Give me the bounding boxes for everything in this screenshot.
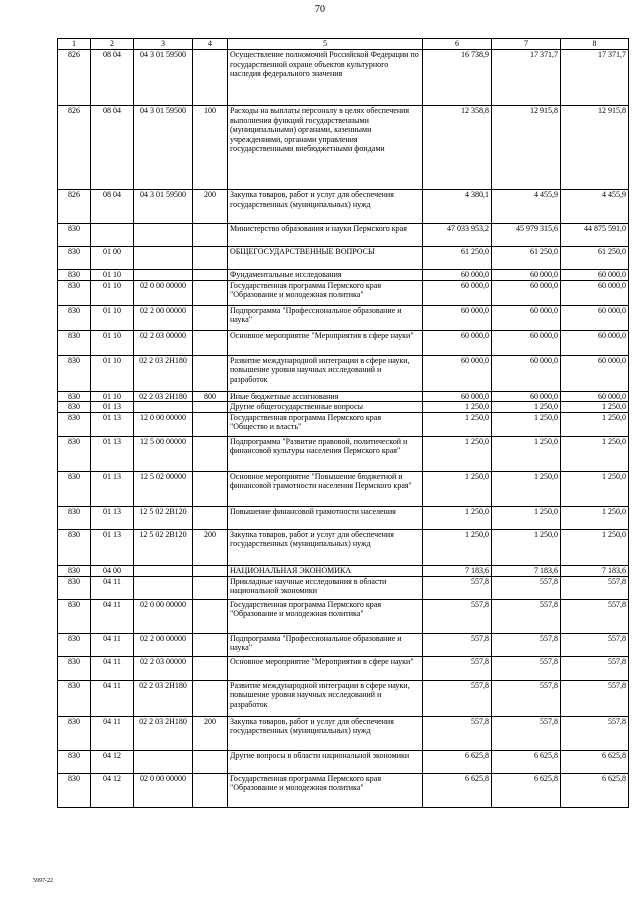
column-header: 1 — [58, 39, 91, 50]
amount-year-3-cell: 17 371,7 — [561, 50, 629, 106]
table-row — [58, 355, 629, 391]
amount-year-3-cell: 1 250,0 — [561, 436, 629, 471]
section-code-cell: 04 11 — [91, 576, 134, 599]
amount-year-2-cell: 557,8 — [492, 716, 561, 750]
target-article-cell: 02 0 00 00000 — [134, 773, 193, 807]
section-code-cell: 01 00 — [91, 247, 134, 270]
amount-year-1-cell: 557,8 — [423, 599, 492, 633]
column-header: 3 — [134, 39, 193, 50]
expense-type-cell: 800 — [193, 391, 228, 402]
table-row — [58, 106, 629, 190]
amount-year-2-cell: 557,8 — [492, 576, 561, 599]
amount-year-2-cell: 557,8 — [492, 680, 561, 716]
expense-type-cell — [193, 305, 228, 330]
description-cell: Основное мероприятие "Мероприятия в сфере науки" — [228, 656, 423, 680]
amount-year-3-cell: 557,8 — [561, 656, 629, 680]
target-article-cell — [134, 576, 193, 599]
description-cell: Министерство образования и науки Пермского края — [228, 224, 423, 247]
amount-year-1-cell: 1 250,0 — [423, 412, 492, 436]
amount-year-1-cell: 557,8 — [423, 633, 492, 656]
admin-code-cell: 830 — [58, 224, 91, 247]
section-code-cell: 01 13 — [91, 506, 134, 529]
table-row — [58, 330, 629, 355]
expense-type-cell — [193, 355, 228, 391]
amount-year-1-cell: 557,8 — [423, 656, 492, 680]
amount-year-2-cell: 4 455,9 — [492, 190, 561, 224]
section-code-cell: 01 13 — [91, 412, 134, 436]
admin-code-cell: 826 — [58, 190, 91, 224]
amount-year-1-cell: 12 358,8 — [423, 106, 492, 190]
amount-year-1-cell: 1 250,0 — [423, 529, 492, 565]
amount-year-2-cell: 17 371,7 — [492, 50, 561, 106]
table-body — [58, 50, 629, 808]
amount-year-1-cell: 60 000,0 — [423, 391, 492, 402]
column-header: 4 — [193, 39, 228, 50]
amount-year-1-cell: 60 000,0 — [423, 330, 492, 355]
target-article-cell: 12 5 02 2В120 — [134, 529, 193, 565]
amount-year-2-cell: 60 000,0 — [492, 330, 561, 355]
admin-code-cell: 830 — [58, 471, 91, 506]
section-code-cell: 04 11 — [91, 680, 134, 716]
target-article-cell: 02 0 00 00000 — [134, 280, 193, 305]
target-article-cell: 12 0 00 00000 — [134, 412, 193, 436]
expense-type-cell — [193, 270, 228, 281]
amount-year-1-cell: 60 000,0 — [423, 355, 492, 391]
amount-year-2-cell: 1 250,0 — [492, 471, 561, 506]
admin-code-cell: 830 — [58, 330, 91, 355]
description-cell: Подпрограмма "Профессиональное образование и наука" — [228, 633, 423, 656]
table-row — [58, 190, 629, 224]
amount-year-3-cell: 557,8 — [561, 633, 629, 656]
section-code-cell: 01 10 — [91, 305, 134, 330]
amount-year-3-cell: 4 455,9 — [561, 190, 629, 224]
column-header: 2 — [91, 39, 134, 50]
target-article-cell: 02 2 03 00000 — [134, 330, 193, 355]
target-article-cell: 02 2 00 00000 — [134, 633, 193, 656]
expense-type-cell — [193, 247, 228, 270]
table-row — [58, 412, 629, 436]
admin-code-cell: 826 — [58, 106, 91, 190]
expense-type-cell — [193, 280, 228, 305]
expense-type-cell — [193, 471, 228, 506]
amount-year-1-cell: 16 738,9 — [423, 50, 492, 106]
section-code-cell: 01 13 — [91, 436, 134, 471]
admin-code-cell: 830 — [58, 576, 91, 599]
amount-year-1-cell: 6 625,8 — [423, 773, 492, 807]
amount-year-1-cell: 1 250,0 — [423, 506, 492, 529]
amount-year-3-cell: 44 875 591,0 — [561, 224, 629, 247]
amount-year-2-cell: 1 250,0 — [492, 412, 561, 436]
description-cell: Повышение финансовой грамотности населения — [228, 506, 423, 529]
amount-year-1-cell: 4 380,1 — [423, 190, 492, 224]
amount-year-2-cell: 1 250,0 — [492, 506, 561, 529]
amount-year-1-cell: 557,8 — [423, 680, 492, 716]
description-cell: НАЦИОНАЛЬНАЯ ЭКОНОМИКА — [228, 565, 423, 576]
table-row — [58, 716, 629, 750]
target-article-cell: 02 2 03 2Н180 — [134, 391, 193, 402]
amount-year-3-cell: 1 250,0 — [561, 412, 629, 436]
admin-code-cell: 830 — [58, 355, 91, 391]
description-cell: Осуществление полномочий Российской Федерации по государственной охране объектов культурного наследия федерального значения — [228, 50, 423, 106]
amount-year-1-cell: 61 250,0 — [423, 247, 492, 270]
admin-code-cell: 830 — [58, 716, 91, 750]
table-row — [58, 576, 629, 599]
table-row — [58, 565, 629, 576]
target-article-cell — [134, 750, 193, 773]
amount-year-3-cell: 1 250,0 — [561, 471, 629, 506]
amount-year-1-cell: 1 250,0 — [423, 402, 492, 413]
amount-year-2-cell: 60 000,0 — [492, 305, 561, 330]
table-row — [58, 680, 629, 716]
description-cell: Основное мероприятие "Мероприятия в сфере науки" — [228, 330, 423, 355]
section-code-cell — [91, 224, 134, 247]
page-number: 70 — [315, 4, 325, 15]
target-article-cell: 02 2 03 2Н180 — [134, 355, 193, 391]
expense-type-cell — [193, 680, 228, 716]
target-article-cell: 04 3 01 59500 — [134, 50, 193, 106]
section-code-cell: 08 04 — [91, 106, 134, 190]
amount-year-3-cell: 12 915,8 — [561, 106, 629, 190]
amount-year-3-cell: 61 250,0 — [561, 247, 629, 270]
amount-year-1-cell: 60 000,0 — [423, 270, 492, 281]
amount-year-2-cell: 557,8 — [492, 656, 561, 680]
target-article-cell — [134, 402, 193, 413]
column-number-row — [58, 39, 629, 50]
expense-type-cell — [193, 656, 228, 680]
table-row — [58, 750, 629, 773]
table-row — [58, 773, 629, 807]
table-row — [58, 656, 629, 680]
amount-year-3-cell: 60 000,0 — [561, 355, 629, 391]
admin-code-cell: 830 — [58, 305, 91, 330]
amount-year-2-cell: 6 625,8 — [492, 773, 561, 807]
amount-year-3-cell: 60 000,0 — [561, 391, 629, 402]
amount-year-3-cell: 1 250,0 — [561, 506, 629, 529]
column-header: 5 — [228, 39, 423, 50]
table-row — [58, 633, 629, 656]
amount-year-3-cell: 1 250,0 — [561, 529, 629, 565]
column-header: 6 — [423, 39, 492, 50]
amount-year-3-cell: 557,8 — [561, 680, 629, 716]
amount-year-1-cell: 47 033 953,2 — [423, 224, 492, 247]
admin-code-cell: 830 — [58, 565, 91, 576]
expense-type-cell — [193, 633, 228, 656]
target-article-cell — [134, 270, 193, 281]
description-cell: Развитие международной интеграции в сфере науки, повышение уровня научных исследований и разработок — [228, 355, 423, 391]
amount-year-2-cell: 60 000,0 — [492, 355, 561, 391]
section-code-cell: 04 11 — [91, 633, 134, 656]
section-code-cell: 01 10 — [91, 355, 134, 391]
column-header: 8 — [561, 39, 629, 50]
description-cell: Государственная программа Пермского края "Образование и молодежная политика" — [228, 280, 423, 305]
description-cell: ОБЩЕГОСУДАРСТВЕННЫЕ ВОПРОСЫ — [228, 247, 423, 270]
section-code-cell: 01 10 — [91, 270, 134, 281]
description-cell: Подпрограмма "Профессиональное образование и наука" — [228, 305, 423, 330]
section-code-cell: 08 04 — [91, 190, 134, 224]
table-row — [58, 599, 629, 633]
target-article-cell: 04 3 01 59500 — [134, 190, 193, 224]
target-article-cell: 02 2 00 00000 — [134, 305, 193, 330]
amount-year-1-cell: 557,8 — [423, 576, 492, 599]
expense-type-cell — [193, 506, 228, 529]
section-code-cell: 01 10 — [91, 280, 134, 305]
section-code-cell: 01 10 — [91, 391, 134, 402]
table-row — [58, 280, 629, 305]
description-cell: Фундаментальные исследования — [228, 270, 423, 281]
column-header: 7 — [492, 39, 561, 50]
description-cell: Государственная программа Пермского края "Образование и молодежная политика" — [228, 599, 423, 633]
amount-year-2-cell: 45 979 315,6 — [492, 224, 561, 247]
amount-year-3-cell: 557,8 — [561, 599, 629, 633]
table-row — [58, 506, 629, 529]
amount-year-3-cell: 1 250,0 — [561, 402, 629, 413]
amount-year-2-cell: 60 000,0 — [492, 391, 561, 402]
expense-type-cell — [193, 330, 228, 355]
amount-year-1-cell: 60 000,0 — [423, 305, 492, 330]
section-code-cell: 04 11 — [91, 716, 134, 750]
amount-year-3-cell: 60 000,0 — [561, 305, 629, 330]
amount-year-2-cell: 12 915,8 — [492, 106, 561, 190]
target-article-cell: 12 5 00 00000 — [134, 436, 193, 471]
table-row — [58, 471, 629, 506]
admin-code-cell: 830 — [58, 680, 91, 716]
document-code: 5997-22 — [33, 878, 53, 884]
amount-year-2-cell: 61 250,0 — [492, 247, 561, 270]
amount-year-1-cell: 1 250,0 — [423, 471, 492, 506]
section-code-cell: 04 11 — [91, 599, 134, 633]
amount-year-2-cell: 557,8 — [492, 599, 561, 633]
expense-type-cell: 200 — [193, 716, 228, 750]
expense-type-cell — [193, 412, 228, 436]
description-cell: Закупка товаров, работ и услуг для обеспечения государственных (муниципальных) нужд — [228, 529, 423, 565]
section-code-cell: 04 12 — [91, 773, 134, 807]
amount-year-3-cell: 557,8 — [561, 576, 629, 599]
description-cell: Основное мероприятие "Повышение бюджетной и финансовой грамотности населения Пермского края" — [228, 471, 423, 506]
section-code-cell: 01 13 — [91, 529, 134, 565]
description-cell: Другие общегосударственные вопросы — [228, 402, 423, 413]
admin-code-cell: 826 — [58, 50, 91, 106]
expense-type-cell — [193, 576, 228, 599]
description-cell: Государственная программа Пермского края "Образование и молодежная политика" — [228, 773, 423, 807]
target-article-cell — [134, 224, 193, 247]
table-row — [58, 436, 629, 471]
budget-table — [57, 38, 629, 808]
section-code-cell: 04 12 — [91, 750, 134, 773]
expense-type-cell: 100 — [193, 106, 228, 190]
expense-type-cell: 200 — [193, 529, 228, 565]
admin-code-cell: 830 — [58, 391, 91, 402]
amount-year-1-cell: 557,8 — [423, 716, 492, 750]
table-row — [58, 50, 629, 106]
section-code-cell: 01 13 — [91, 402, 134, 413]
table-row — [58, 305, 629, 330]
target-article-cell: 02 2 03 2Н180 — [134, 680, 193, 716]
amount-year-1-cell: 60 000,0 — [423, 280, 492, 305]
section-code-cell: 01 10 — [91, 330, 134, 355]
amount-year-1-cell: 7 183,6 — [423, 565, 492, 576]
table-row — [58, 402, 629, 413]
table-row — [58, 529, 629, 565]
expense-type-cell — [193, 224, 228, 247]
description-cell: Другие вопросы в области национальной экономики — [228, 750, 423, 773]
admin-code-cell: 830 — [58, 599, 91, 633]
amount-year-2-cell: 6 625,8 — [492, 750, 561, 773]
amount-year-3-cell: 6 625,8 — [561, 750, 629, 773]
section-code-cell: 04 11 — [91, 656, 134, 680]
admin-code-cell: 830 — [58, 633, 91, 656]
expense-type-cell — [193, 50, 228, 106]
expense-type-cell: 200 — [193, 190, 228, 224]
amount-year-3-cell: 60 000,0 — [561, 270, 629, 281]
admin-code-cell: 830 — [58, 506, 91, 529]
section-code-cell: 08 04 — [91, 50, 134, 106]
admin-code-cell: 830 — [58, 270, 91, 281]
admin-code-cell: 830 — [58, 436, 91, 471]
expense-type-cell — [193, 436, 228, 471]
admin-code-cell: 830 — [58, 529, 91, 565]
expense-type-cell — [193, 565, 228, 576]
description-cell: Государственная программа Пермского края "Общество и власть" — [228, 412, 423, 436]
table-row — [58, 224, 629, 247]
amount-year-2-cell: 1 250,0 — [492, 402, 561, 413]
admin-code-cell: 830 — [58, 402, 91, 413]
expense-type-cell — [193, 750, 228, 773]
amount-year-2-cell: 7 183,6 — [492, 565, 561, 576]
table-row — [58, 391, 629, 402]
amount-year-3-cell: 7 183,6 — [561, 565, 629, 576]
expense-type-cell — [193, 402, 228, 413]
target-article-cell: 04 3 01 59500 — [134, 106, 193, 190]
expense-type-cell — [193, 599, 228, 633]
target-article-cell — [134, 247, 193, 270]
amount-year-3-cell: 557,8 — [561, 716, 629, 750]
description-cell: Расходы на выплаты персоналу в целях обеспечения выполнения функций государственными (муниципальными) органами, казенными учреждениями, органами управления государственными внебюджетными фондами — [228, 106, 423, 190]
section-code-cell: 01 13 — [91, 471, 134, 506]
amount-year-3-cell: 60 000,0 — [561, 280, 629, 305]
amount-year-3-cell: 6 625,8 — [561, 773, 629, 807]
admin-code-cell: 830 — [58, 750, 91, 773]
target-article-cell — [134, 565, 193, 576]
description-cell: Развитие международной интеграции в сфере науки, повышение уровня научных исследований и разработок — [228, 680, 423, 716]
amount-year-1-cell: 6 625,8 — [423, 750, 492, 773]
target-article-cell: 02 2 03 2Н180 — [134, 716, 193, 750]
amount-year-2-cell: 557,8 — [492, 633, 561, 656]
target-article-cell: 12 5 02 2В120 — [134, 506, 193, 529]
amount-year-2-cell: 60 000,0 — [492, 280, 561, 305]
table-row — [58, 247, 629, 270]
admin-code-cell: 830 — [58, 412, 91, 436]
description-cell: Закупка товаров, работ и услуг для обеспечения государственных (муниципальных) нужд — [228, 190, 423, 224]
description-cell: Закупка товаров, работ и услуг для обеспечения государственных (муниципальных) нужд — [228, 716, 423, 750]
target-article-cell: 12 5 02 00000 — [134, 471, 193, 506]
description-cell: Подпрограмма "Развитие правовой, политической и финансовой культуры населения Пермского края" — [228, 436, 423, 471]
target-article-cell: 02 0 00 00000 — [134, 599, 193, 633]
amount-year-3-cell: 60 000,0 — [561, 330, 629, 355]
admin-code-cell: 830 — [58, 656, 91, 680]
amount-year-1-cell: 1 250,0 — [423, 436, 492, 471]
description-cell: Прикладные научные исследования в области национальной экономики — [228, 576, 423, 599]
target-article-cell: 02 2 03 00000 — [134, 656, 193, 680]
amount-year-2-cell: 60 000,0 — [492, 270, 561, 281]
amount-year-2-cell: 1 250,0 — [492, 436, 561, 471]
expense-type-cell — [193, 773, 228, 807]
section-code-cell: 04 00 — [91, 565, 134, 576]
table-row — [58, 270, 629, 281]
description-cell: Иные бюджетные ассигнования — [228, 391, 423, 402]
admin-code-cell: 830 — [58, 773, 91, 807]
amount-year-2-cell: 1 250,0 — [492, 529, 561, 565]
admin-code-cell: 830 — [58, 280, 91, 305]
admin-code-cell: 830 — [58, 247, 91, 270]
